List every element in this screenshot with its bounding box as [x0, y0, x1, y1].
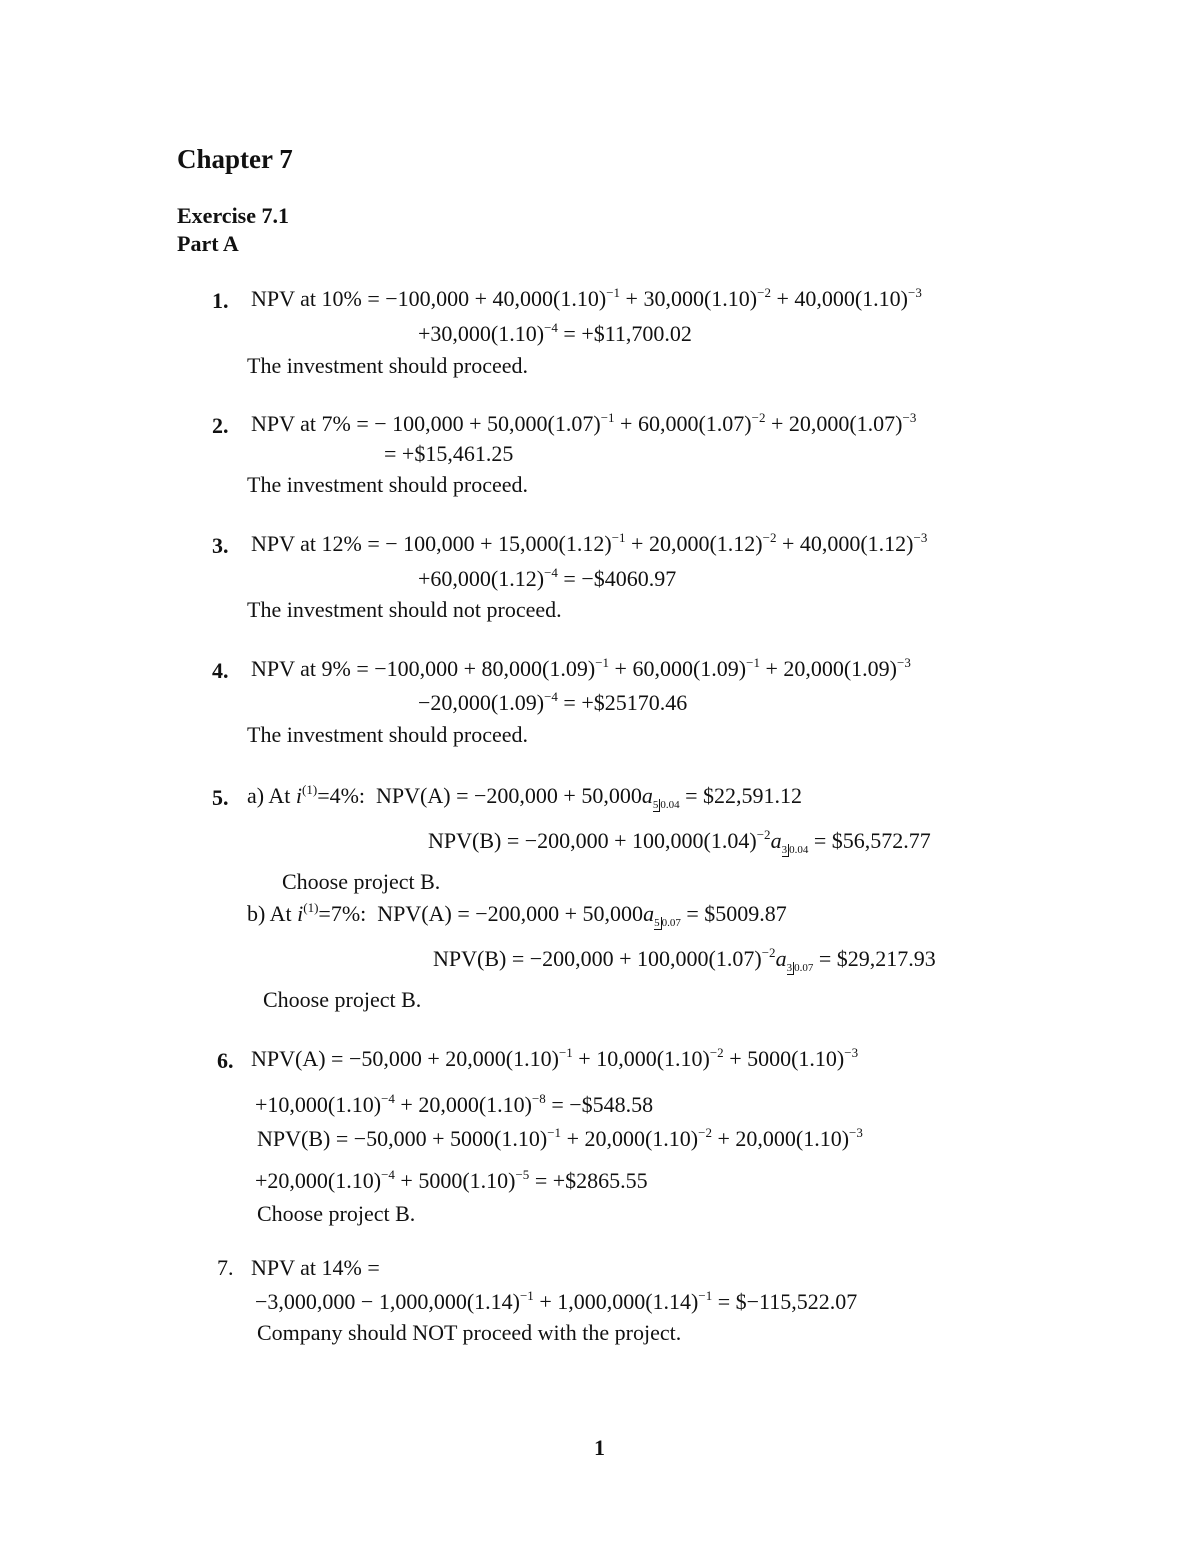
equation-line: $-20,000(1.09)^{-4}$ = +$25170.46 [418, 689, 688, 715]
conclusion-text: The investment should not proceed. [247, 597, 562, 622]
exercise-heading: Exercise 7.1 [177, 203, 290, 228]
chapter-title: Chapter 7 [177, 144, 293, 174]
equation-line: $NPV(A) = -50,000 + 20,000(1.10)^{-1} + 10,000(1.10)^{-2} + 5000(1.10)^{-3}$ [251, 1045, 859, 1071]
equation-line: $+30,000(1.10)^{-4}$ = +$11,700.02 [418, 320, 692, 346]
conclusion-text: Choose project B. [282, 869, 441, 894]
equation-line: NPV at 7% = − $100,000 + 50,000(1.07)^{-1} + 60,000(1.07)^{-2} + 20,000(1.07)^{-3}$ [251, 410, 917, 436]
conclusion-text: The investment should proceed. [247, 722, 529, 747]
problem-number: 5. [212, 785, 229, 810]
problem-number: 2. [212, 413, 229, 438]
conclusion-text: Company should NOT proceed with the project. [257, 1320, 682, 1345]
page-number: 1 [594, 1435, 605, 1460]
equation-line: NPV at 14% = [251, 1255, 380, 1280]
equation-line: $+60,000(1.12)^{-4}$ = −$4060.97 [418, 565, 677, 591]
equation-line: $+20,000(1.10)^{-4} + 5000(1.10)^{-5}$ = +$2865.55 [255, 1167, 648, 1193]
annuity-subscript: 3 0.04 [781, 844, 809, 856]
problem-number: 4. [212, 658, 229, 683]
equation-line: b) At $i^{(1)}=7\%$: $NPV(A) = -200,000 + 50,000a_{5 0.07}$ = $5009.87 [247, 900, 787, 929]
equation-line: NPV at $9\% = -100,000 + 80,000(1.09)^{-1} + 60,000(1.09)^{-1} + 20,000(1.09)^{-3}$ [251, 655, 911, 681]
conclusion-text: Choose project B. [263, 987, 422, 1012]
equation-line: $NPV(B) = -200,000 + 100,000(1.07)^{-2}a_{3 0.07}$ = $29,217.93 [433, 945, 936, 974]
equation-line: NPV at $10\% = -100,000 + 40,000(1.10)^{-1} + 30,000(1.10)^{-2} + 40,000(1.10)^{-3}$ [251, 285, 922, 311]
annuity-subscript: 5 0.04 [652, 799, 680, 811]
equation-line: $-3,000,000 - 1,000,000(1.14)^{-1} + 1,000,000(1.14)^{-1}$ = $−115,522.07 [255, 1288, 858, 1314]
conclusion-text: The investment should proceed. [247, 472, 529, 497]
problem-number: 7. [217, 1255, 234, 1280]
equation-line: $+10,000(1.10)^{-4} + 20,000(1.10)^{-8}$ = −$548.58 [255, 1091, 654, 1117]
equation-line: a) At $i^{(1)}=4\%$: $NPV(A) = -200,000 + 50,000a_{5 0.04}$ = $22,591.12 [247, 782, 802, 811]
conclusion-text: The investment should proceed. [247, 353, 529, 378]
conclusion-text: Choose project B. [257, 1201, 416, 1226]
annuity-subscript: 5 0.07 [654, 917, 681, 929]
part-heading: Part A [177, 231, 239, 256]
problem-number: 1. [212, 288, 229, 313]
equation-line: $NPV(B) = -50,000 + 5000(1.10)^{-1} + 20,000(1.10)^{-2} + 20,000(1.10)^{-3}$ [257, 1125, 863, 1151]
equation-line: $NPV(B) = -200,000 + 100,000(1.04)^{-2}a_{3 0.04}$ = $56,572.77 [428, 827, 931, 856]
equation-line: = +$15,461.25 [384, 441, 514, 466]
problem-number: 6. [217, 1048, 234, 1073]
problem-number: 3. [212, 533, 229, 558]
equation-line: NPV at 12% = − $100,000 + 15,000(1.12)^{-1} + 20,000(1.12)^{-2} + 40,000(1.12)^{-3}$ [251, 530, 928, 556]
annuity-subscript: 3 0.07 [786, 962, 814, 974]
